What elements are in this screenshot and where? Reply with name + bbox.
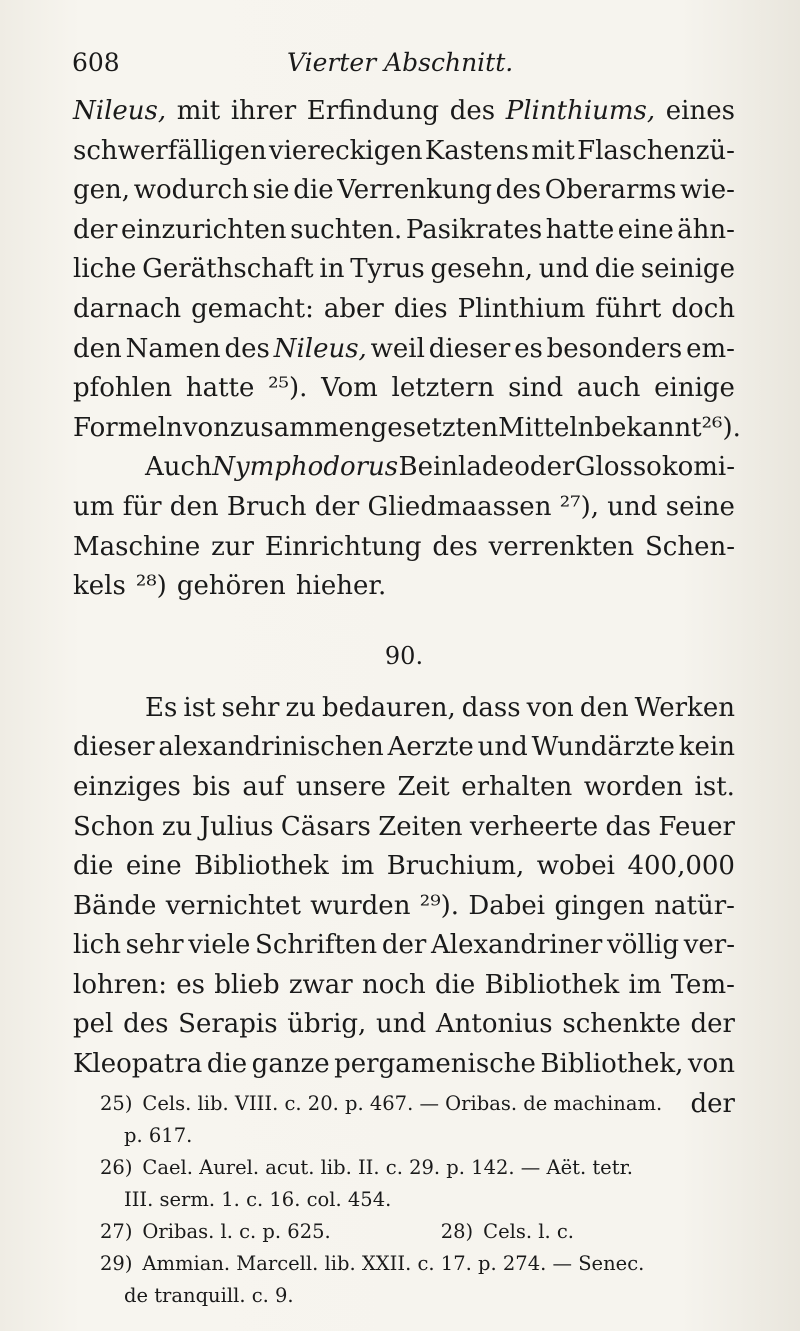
- section-number: 90.: [384, 641, 424, 670]
- word: erhalten: [461, 771, 573, 802]
- word: von: [526, 692, 574, 723]
- footnote-continuation: [100, 1280, 750, 1312]
- word: viele: [188, 930, 251, 961]
- word: Vom: [321, 373, 378, 404]
- word: vernichtet: [165, 890, 301, 921]
- word: verheerte: [469, 811, 599, 842]
- word: führt: [595, 293, 662, 324]
- footnote-number: 25): [100, 1092, 133, 1115]
- word: der: [73, 214, 118, 245]
- word: Auch: [145, 452, 212, 483]
- running-title: Vierter Abschnitt.: [287, 48, 514, 77]
- word: Werken: [634, 692, 735, 723]
- word: auf: [242, 771, 285, 802]
- footnote-continuation: [100, 1120, 750, 1152]
- word: den: [579, 692, 629, 723]
- text-line: [73, 132, 735, 172]
- word: Namen: [125, 333, 221, 364]
- word: Formeln: [73, 412, 183, 443]
- word: Geräthschaft: [142, 254, 314, 285]
- word: zwar: [288, 969, 353, 1000]
- word: völlig: [607, 930, 679, 961]
- text-line: [73, 966, 735, 1006]
- footnote-text: de tranquill. c. 9.: [124, 1284, 294, 1307]
- word: Cäsars: [280, 811, 371, 842]
- word: kels: [73, 571, 126, 602]
- word: aber: [323, 293, 384, 324]
- word: hieher.: [295, 571, 387, 602]
- word: Feuer: [658, 811, 735, 842]
- word: die: [434, 969, 476, 1000]
- footnote-text: Ammian. Marcell. lib. XXII. c. 17. p. 274. — Senec.: [142, 1252, 645, 1275]
- word: die: [293, 175, 334, 206]
- word: Es: [145, 692, 178, 723]
- word: ganze: [251, 1049, 330, 1080]
- word: im: [341, 851, 375, 882]
- word: Zeiten: [378, 811, 463, 842]
- word: im: [628, 969, 662, 1000]
- text-line: [73, 768, 735, 808]
- word: eine: [617, 214, 674, 245]
- word: em-: [686, 333, 735, 364]
- word: Bibliothek,: [540, 1049, 684, 1080]
- text-line: [73, 808, 735, 848]
- footnote-number: 28): [440, 1220, 474, 1243]
- text-line: [73, 369, 735, 409]
- text-line: [73, 171, 735, 211]
- word: Pasikrates: [405, 214, 543, 245]
- word: der: [381, 930, 427, 961]
- footnote-number: 29): [100, 1252, 133, 1275]
- word: gen,: [73, 175, 131, 206]
- word: alexandrinischen: [158, 732, 384, 763]
- word: ist.: [694, 771, 735, 802]
- word: Julius: [199, 811, 274, 842]
- word: gehören: [176, 571, 286, 602]
- word: ihrer: [230, 96, 297, 126]
- word: Tem-: [670, 969, 735, 1000]
- word: dieser: [428, 333, 511, 364]
- word: sie: [252, 175, 290, 206]
- word: bekannt²⁶).: [594, 412, 741, 443]
- word: blieb: [214, 969, 280, 1000]
- word: Plinthium: [457, 293, 586, 324]
- word: für: [122, 491, 162, 522]
- word: die: [206, 1049, 248, 1080]
- word: Bibliothek: [194, 851, 329, 882]
- word: Nymphodorus: [212, 452, 399, 483]
- word: hatte: [185, 373, 255, 404]
- word: einzurichten: [121, 214, 287, 245]
- word: es: [176, 969, 206, 1000]
- word: Kastens: [424, 135, 530, 166]
- word: Mitteln: [498, 412, 595, 443]
- word: pergamenische: [334, 1049, 536, 1080]
- word: wobei: [536, 851, 615, 882]
- word: hatte: [545, 214, 615, 245]
- text-line: [73, 926, 735, 966]
- catchword: der: [690, 1088, 735, 1119]
- word: dass: [461, 692, 521, 723]
- text-line: [73, 409, 741, 449]
- word: des: [224, 333, 270, 364]
- word: wurden: [310, 890, 411, 921]
- word: übrig,: [287, 1009, 367, 1040]
- word: ²⁹).: [419, 890, 460, 921]
- word: es: [514, 333, 543, 364]
- word: Bruch: [226, 491, 307, 522]
- word: seine: [665, 491, 735, 522]
- footnote-number: 27): [100, 1220, 133, 1243]
- word: sind: [508, 373, 564, 404]
- word: Kleopatra: [73, 1049, 203, 1080]
- word: natür-: [654, 890, 735, 921]
- word: einige: [654, 373, 735, 404]
- word: lich: [73, 930, 121, 961]
- word: ist: [183, 692, 216, 723]
- text-line: [73, 211, 735, 251]
- word: einziges: [73, 771, 181, 802]
- word: schwerfälligen: [73, 135, 267, 166]
- footnote-text: Oribas. l. c. p. 625.: [142, 1220, 331, 1243]
- word: Erfindung: [306, 96, 440, 126]
- text-line: [73, 528, 735, 568]
- word: suchten.: [290, 214, 403, 245]
- word: in: [319, 254, 345, 285]
- word: Serapis: [178, 1009, 278, 1040]
- word: Dabei: [468, 890, 546, 921]
- word: Aerzte: [387, 732, 474, 763]
- word: wodurch: [133, 175, 249, 206]
- word: Schon: [73, 811, 155, 842]
- word: doch: [671, 293, 735, 324]
- word: Verrenkung: [337, 175, 492, 206]
- word: Tyrus: [350, 254, 425, 285]
- word: eines: [665, 96, 735, 126]
- text-line: [73, 92, 735, 132]
- text-line: [73, 1005, 735, 1045]
- word: unsere: [295, 771, 386, 802]
- word: sehr: [125, 930, 184, 961]
- word: Schriften: [255, 930, 378, 961]
- word: mit: [176, 96, 221, 126]
- word: des: [495, 175, 542, 206]
- word: von: [182, 412, 230, 443]
- text-line: [73, 847, 735, 887]
- word: schenkte: [562, 1009, 681, 1040]
- footnote-text: p. 617.: [124, 1124, 193, 1147]
- word: sehr: [221, 692, 280, 723]
- text-line: [73, 488, 735, 528]
- word: viereckigen: [268, 135, 423, 166]
- word: lohren:: [73, 969, 168, 1000]
- word: den: [169, 491, 219, 522]
- word: noch: [361, 969, 426, 1000]
- word: eine: [125, 851, 182, 882]
- word: Flaschenzü-: [577, 135, 735, 166]
- footnote-25: [100, 1088, 750, 1120]
- word: bis: [192, 771, 231, 802]
- word: den: [73, 333, 122, 364]
- word: 400,000: [627, 851, 735, 882]
- paragraph-1: [73, 92, 741, 448]
- page-header: [72, 48, 720, 88]
- footnote-29: [100, 1248, 750, 1280]
- word: und: [538, 254, 589, 285]
- footnote-text: Cels. l. c.: [483, 1220, 575, 1243]
- word: Zeit: [397, 771, 450, 802]
- word: weil: [370, 333, 425, 364]
- footnote-text: Cels. lib. VIII. c. 20. p. 467. — Oribas. de machinam.: [142, 1092, 663, 1115]
- text-line: [73, 689, 735, 729]
- word: pel: [73, 1009, 114, 1040]
- footnote-number: 26): [100, 1156, 133, 1179]
- word: der: [314, 491, 360, 522]
- word: Beinlade: [398, 452, 514, 483]
- word: um: [73, 491, 115, 522]
- word: des: [123, 1009, 169, 1040]
- footnote-text: III. serm. 1. c. 16. col. 454.: [124, 1188, 392, 1211]
- footnotes: [100, 1088, 750, 1312]
- word: darnach: [73, 293, 182, 324]
- word: dieser: [73, 732, 155, 763]
- word: kein: [678, 732, 735, 763]
- word: von: [687, 1049, 735, 1080]
- footnote-26: [100, 1152, 750, 1184]
- word: bedauren,: [321, 692, 456, 723]
- word: der: [690, 1009, 735, 1040]
- page-number: 608: [72, 48, 120, 77]
- word: wie-: [680, 175, 735, 206]
- word: Schen-: [644, 531, 735, 562]
- word: dies: [393, 293, 448, 324]
- text-line: [73, 290, 735, 330]
- word: ²⁷),: [559, 491, 599, 522]
- word: die: [594, 254, 636, 285]
- word: ver-: [683, 930, 735, 961]
- word: auch: [576, 373, 641, 404]
- word: zu: [285, 692, 316, 723]
- word: das: [605, 811, 652, 842]
- text-line: [73, 448, 735, 488]
- word: ²⁵).: [268, 373, 308, 404]
- text-line: [73, 1045, 735, 1085]
- word: seinige: [640, 254, 735, 285]
- word: Oberarms: [544, 175, 677, 206]
- word: die: [73, 851, 114, 882]
- word: gemacht:: [191, 293, 314, 324]
- word: worden: [583, 771, 683, 802]
- footnote-text: Cael. Aurel. acut. lib. II. c. 29. p. 142. — Aët. tetr.: [142, 1156, 633, 1179]
- word: verrenkten: [488, 531, 635, 562]
- word: ähn-: [677, 214, 735, 245]
- footnote-continuation: [100, 1184, 750, 1216]
- word: Bibliothek: [484, 969, 620, 1000]
- word: des: [432, 531, 478, 562]
- word: und: [477, 732, 528, 763]
- main-text: [73, 92, 741, 1124]
- word: und: [607, 491, 658, 522]
- text-line: [73, 728, 735, 768]
- word: Alexandriner: [431, 930, 603, 961]
- word: Bände: [73, 890, 157, 921]
- word: zu: [161, 811, 193, 842]
- word: ²⁸): [135, 571, 167, 602]
- word: Glossokomi-: [574, 452, 735, 483]
- word: Nileus,: [273, 333, 367, 364]
- footnote-27: [100, 1216, 750, 1248]
- word: Maschine: [73, 531, 201, 562]
- text-line: [73, 567, 735, 607]
- word: oder: [514, 452, 575, 483]
- word: gesehn,: [430, 254, 534, 285]
- word: Antonius: [435, 1009, 553, 1040]
- word: und: [376, 1009, 427, 1040]
- paragraph-3: [73, 689, 735, 1085]
- word: mit: [531, 135, 575, 166]
- word: Bruchium,: [386, 851, 525, 882]
- footnote-gap: [331, 1216, 441, 1248]
- word: liche: [73, 254, 137, 285]
- text-line: [73, 250, 735, 290]
- word: zur: [211, 531, 254, 562]
- paragraph-2: [73, 448, 735, 606]
- word: Einrichtung: [264, 531, 422, 562]
- word: besonders: [546, 333, 683, 364]
- text-line: [73, 887, 735, 927]
- word: zusammengesetzten: [229, 412, 499, 443]
- word: pfohlen: [73, 373, 173, 404]
- word: Nileus,: [73, 96, 167, 126]
- word: gingen: [554, 890, 645, 921]
- word: Wundärzte: [531, 732, 675, 763]
- word: Gliedmaassen: [367, 491, 552, 522]
- word: Plinthiums,: [505, 96, 656, 126]
- word: letztern: [391, 373, 495, 404]
- text-line: [73, 330, 735, 370]
- word: des: [449, 96, 496, 126]
